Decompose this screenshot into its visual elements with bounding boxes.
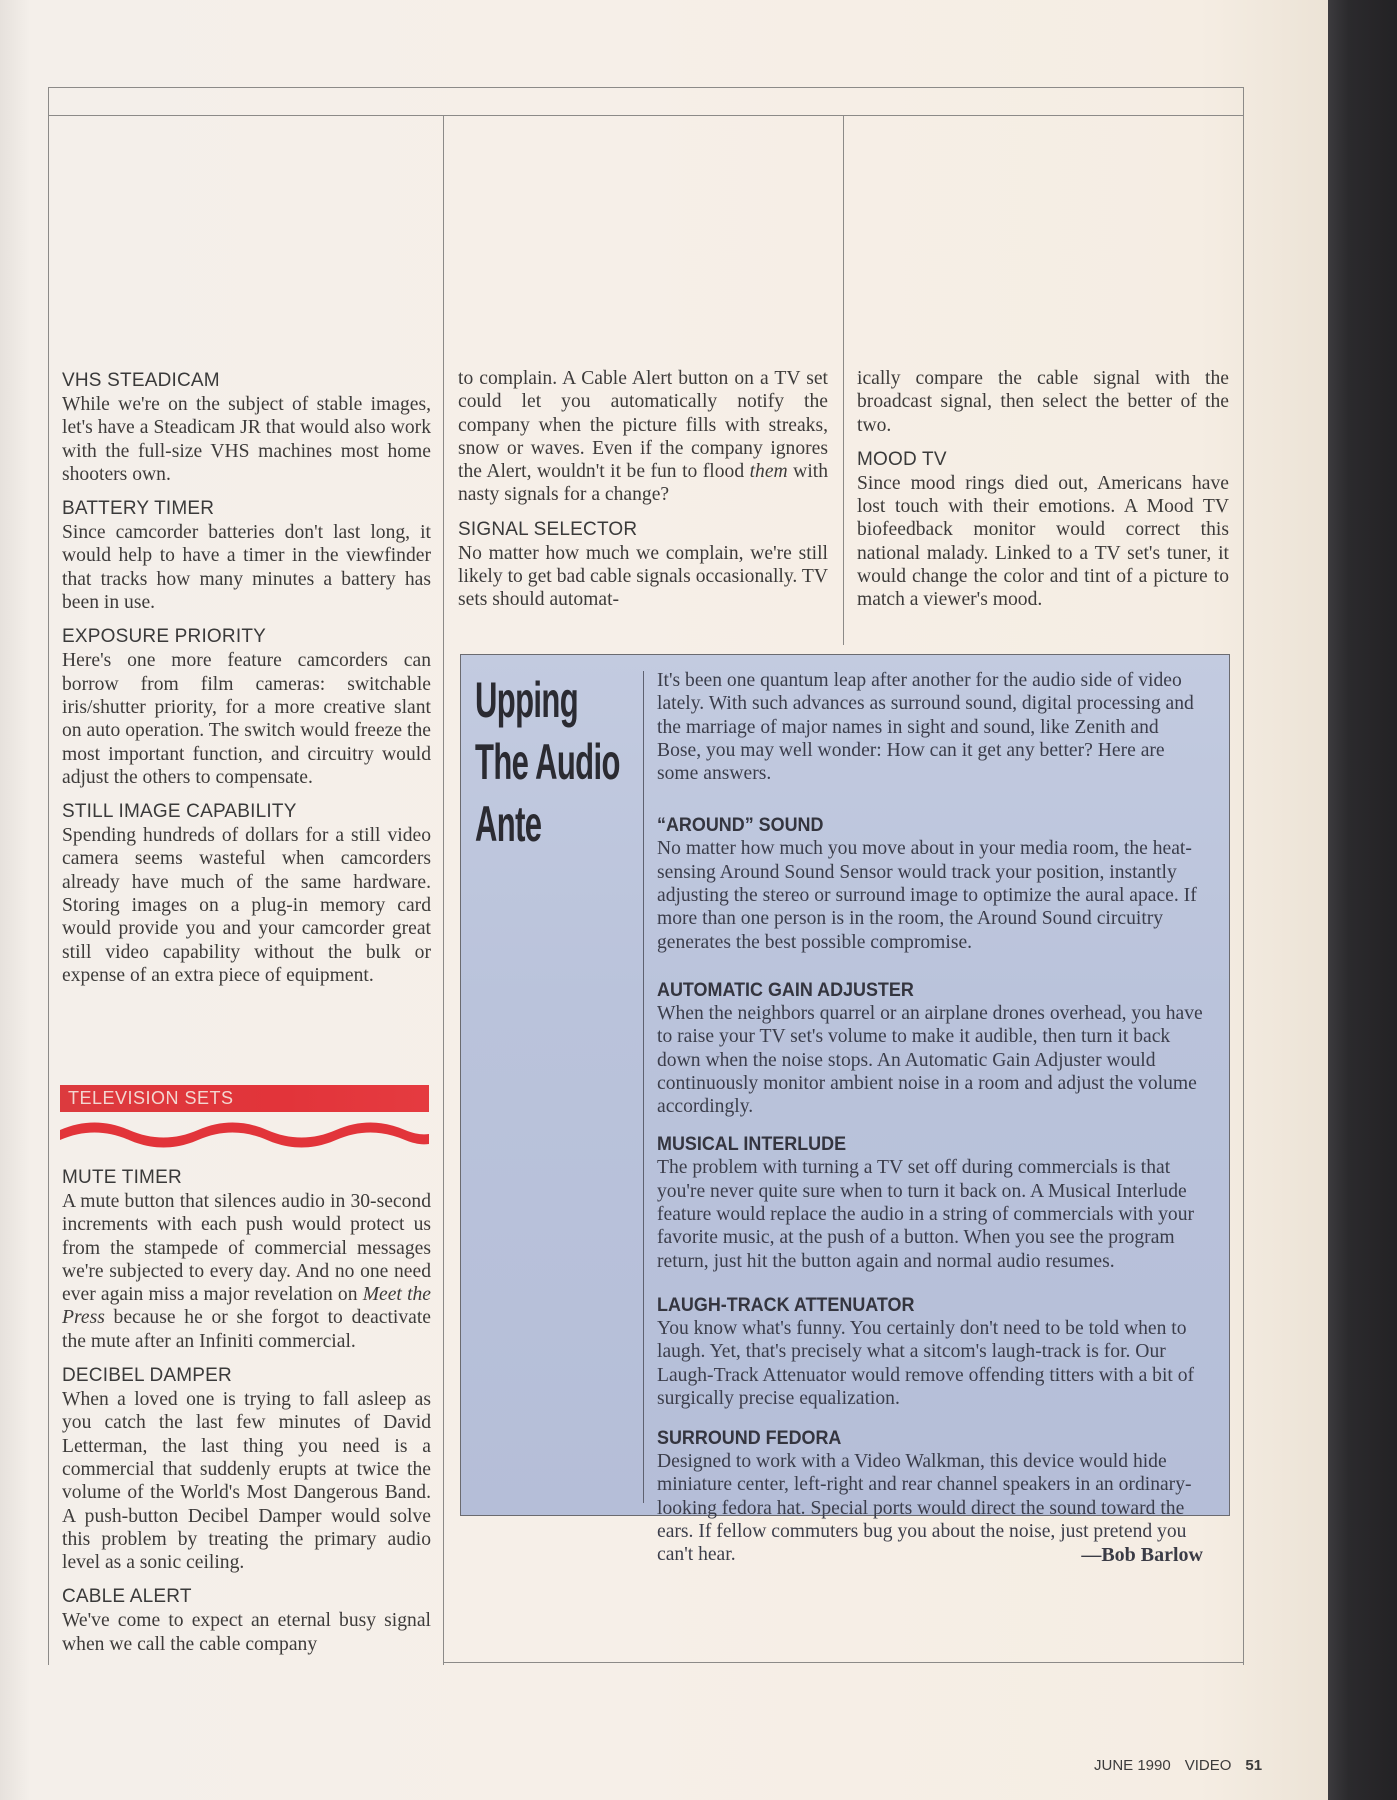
left-border	[48, 115, 49, 1665]
wave-divider-icon	[60, 1122, 429, 1150]
sidebar-box	[460, 654, 1230, 1566]
right-border	[1243, 115, 1244, 1665]
article-section	[62, 800, 431, 987]
article-section	[62, 369, 431, 486]
section-body: When a loved one is trying to fall asleep as you catch the last few minutes of David Letterman, the last thing you need is a commercial that suddenly erupts at twice the volume of the World's Most Dangerous Band. A push-button Decibel Damper would solve this problem by treating the primary audio level as a sonic ceiling.	[62, 1389, 431, 1574]
section-heading: EXPOSURE PRIORITY	[62, 626, 266, 648]
category-banner: TELEVISION SETS	[60, 1085, 429, 1112]
sidebar-text: The problem with turning a TV set off during commercials is that you're never quite sure when to turn it back on. A Musical Interlude feature would replace the audio in a string of commercials with your favorite music, at the push of a button. When you see the program return, just hit the button again and normal audio resumes.	[657, 1157, 1195, 1272]
page-folio	[1080, 1757, 1263, 1774]
section-body: Since camcorder batteries don't last long, it would help to have a timer in the viewfinder that tracks how many minutes a battery has been in use.	[62, 522, 431, 614]
article-continuation	[857, 367, 1229, 437]
right-column	[857, 367, 1229, 623]
column-divider-1	[443, 115, 444, 1665]
article-section	[458, 518, 828, 612]
magazine-name: VIDEO	[1184, 1757, 1232, 1774]
article-section	[62, 1364, 431, 1574]
article-section	[857, 448, 1229, 612]
sidebar-intro: It's been one quantum leap after another for the audio side of video lately. With such advances as surround sound, digital processing and the marriage of major names in sight and sound, like Zenith and Bose, you may well wonder: How can it get any better? Here are some answers.	[657, 670, 1194, 785]
section-body: Spending hundreds of dollars for a still video camera seems wasteful when camcorders already have much of the same hardware. Storing images on a plug-in memory card would provide you and your camcorder great still video capability without the bulk or expense of an extra piece of equipment.	[62, 825, 431, 986]
section-heading: BATTERY TIMER	[62, 498, 215, 520]
sidebar-text: Designed to work with a Video Walkman, this device would hide miniature center, left-right and rear channel speakers in an ordinary-looking fedora hat. Special ports would direct the sound toward the ears. If fellow commuters bug you about the noise, just pretend you can't hear.	[657, 1451, 1192, 1566]
sidebar-title: Upping The Audio Ante	[475, 672, 620, 852]
left-column	[62, 369, 431, 998]
sidebar-divider	[643, 671, 644, 1503]
column-divider-2	[843, 115, 844, 645]
article-section	[62, 497, 431, 614]
section-body: ically compare the cable signal with the broadcast signal, then select the better of the two.	[857, 368, 1229, 436]
section-body: We've come to expect an eternal busy signal when we call the cable company	[62, 1610, 431, 1655]
article-section	[62, 1585, 431, 1656]
section-body: No matter how much we complain, we're still likely to get bad cable signals occasionally. TV sets should automat-	[458, 542, 828, 611]
sidebar-section	[657, 1293, 1203, 1410]
sidebar-text: When the neighbors quarrel or an airplane drones overhead, you have to raise your TV set's volume to make it audible, then turn it back down when the noise stops. An Automatic Gain Adjuster would continuously monitor ambient noise in a room and adjust the volume accordingly.	[657, 1002, 1203, 1118]
sidebar-section	[657, 813, 1203, 953]
sidebar-body	[657, 669, 1203, 1567]
section-body: to complain. A Cable Alert button on a TV set could let you automatically notify the company when the picture fills with streaks, snow or waves. Even if the company ignores the Alert, wouldn't it be fun to flood them with nasty signals for a change?	[458, 368, 829, 506]
sidebar-text: No matter how much you move about in your media room, the heat-sensing Around Sound Sensor would track your position, instantly adjusting the stereo or surround image to optimize the aural apace. If more than one person is in the room, the Around Sound circuitry generates the best possible compromise.	[657, 838, 1197, 953]
section-body: While we're on the subject of stable images, let's have a Steadicam JR that would also work with the full-size VHS machines most home shooters own.	[62, 394, 431, 485]
sidebar-heading: AUTOMATIC GAIN ADJUSTER	[657, 978, 914, 1001]
binding-shadow	[1328, 0, 1397, 1800]
section-body: A mute button that silences audio in 30-second increments with each push would protect us from the stampede of commercial messages we're subjected to every day. And no one need ever again miss a major revelation on Meet the Press because he or she forgot to deactivate the mute after an Infiniti commercial.	[62, 1191, 432, 1352]
section-heading: MOOD TV	[857, 448, 947, 470]
article-section	[62, 625, 431, 789]
sidebar-section	[657, 978, 1203, 1118]
article-section	[62, 1166, 431, 1353]
article-continuation	[458, 367, 828, 507]
sidebar-heading: MUSICAL INTERLUDE	[657, 1133, 847, 1156]
section-heading: DECIBEL DAMPER	[62, 1365, 232, 1387]
top-frame-border	[48, 87, 1244, 116]
section-heading: STILL IMAGE CAPABILITY	[62, 801, 297, 823]
top-rule	[48, 115, 1244, 116]
middle-column	[458, 367, 828, 623]
section-heading: MUTE TIMER	[62, 1167, 182, 1188]
section-heading: SIGNAL SELECTOR	[458, 518, 638, 540]
author-byline: —Bob Barlow	[1081, 1543, 1203, 1566]
section-heading: CABLE ALERT	[62, 1586, 192, 1608]
section-body: Here's one more feature camcorders can borrow from film cameras: switchable iris/shutter priority, for a more creative slant on auto operation. The switch would freeze the most important function, and circuitry would adjust the others to compensate.	[62, 650, 431, 788]
sidebar-section	[657, 1426, 1203, 1567]
left-column-tv-sets	[62, 1166, 431, 1667]
sidebar-heading: LAUGH-TRACK ATTENUATOR	[657, 1293, 915, 1316]
sidebar-text: You know what's funny. You certainly don't need to be told when to laugh. Yet, that's precisely what a sitcom's laugh-track is for. Our Laugh-Track Attenuator would remove offending titters with a bit of surgically precise equalization.	[657, 1317, 1195, 1409]
bottom-rule	[443, 1662, 1244, 1663]
sidebar-section	[657, 1132, 1203, 1272]
page-number: 51	[1245, 1757, 1263, 1774]
section-heading: VHS STEADICAM	[62, 370, 220, 391]
section-body: Since mood rings died out, Americans have lost touch with their emotions. A Mood TV biofeedback monitor would correct this national malady. Linked to a TV set's tuner, it would change the color and tint of a picture to match a viewer's mood.	[857, 472, 1229, 611]
sidebar-heading: SURROUND FEDORA	[657, 1427, 842, 1450]
issue-date: JUNE 1990	[1094, 1757, 1171, 1774]
sidebar-heading: “AROUND” SOUND	[657, 814, 824, 837]
